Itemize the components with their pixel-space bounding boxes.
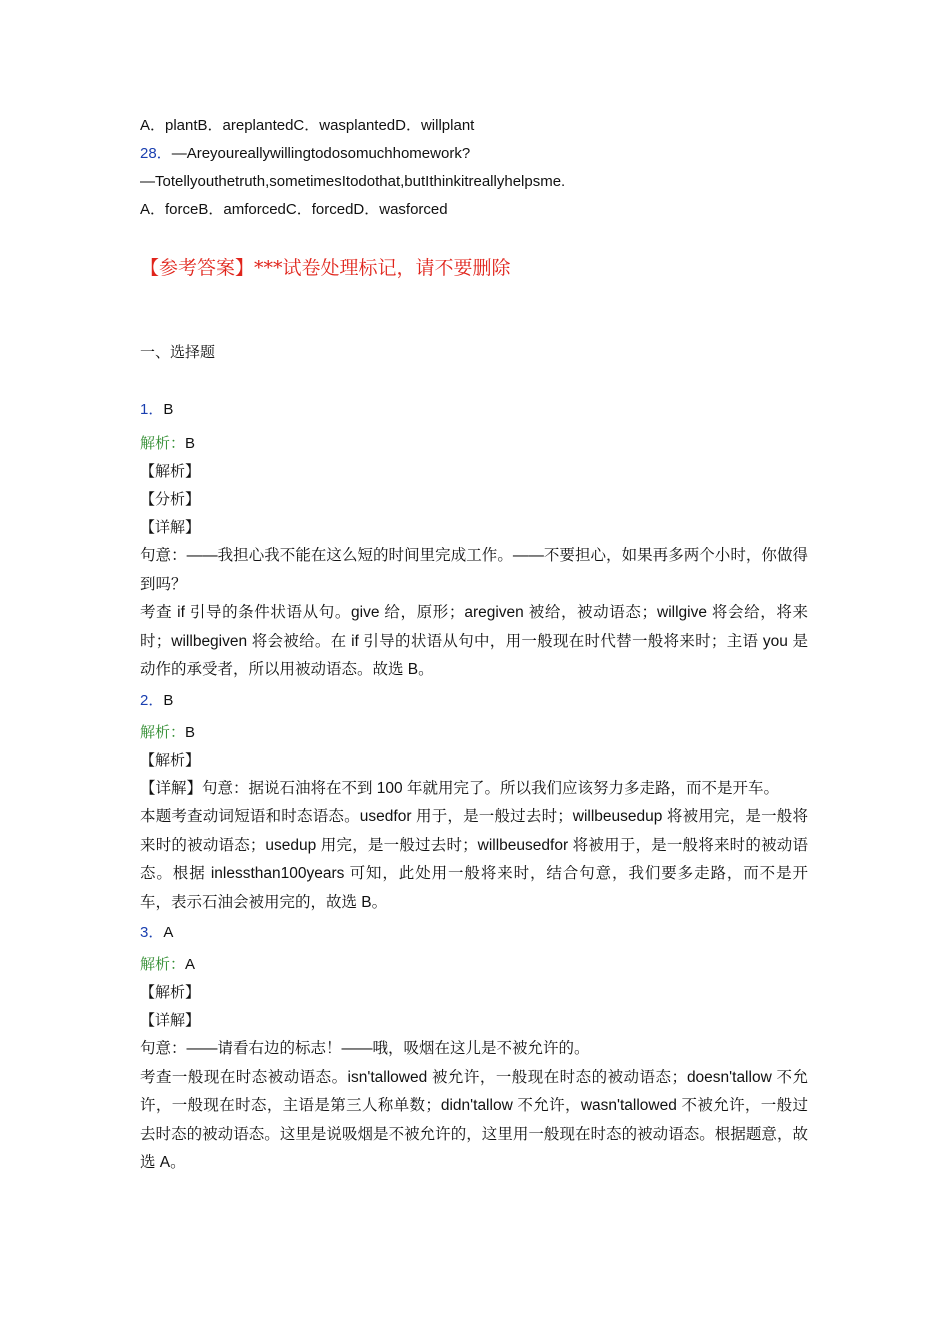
item-3-header (140, 919, 808, 947)
item-2-header (140, 687, 808, 715)
item-2-paragraph-2: 本题考查动词短语和时态语态。usedfor 用于，是一般过去时；willbeusedup 将被用完，是一般将来时的被动语态；usedup 用完，是一般过去时；willbeusedfor 将被用于，是一般将来时的被动语态。根据 inlessthan100years 可知，此处用一般将来时，结合句意，我们要多走路，而不是开车，表示石油会被用完的，故选 B。 (140, 808, 808, 911)
item-2-answer: B (163, 691, 174, 709)
q28-number: 28． (140, 145, 172, 162)
q28-answer-line: —Totellyouthetruth,sometimesItodothat,butIthinkitreallyhelpsme. (140, 173, 566, 190)
item-1-analysis-value: B (185, 435, 196, 452)
item-2-analysis-label: 解析： (140, 723, 186, 741)
item-1-analysis (140, 430, 808, 458)
q28-question-line (140, 140, 808, 168)
item-1-analysis-label: 解析： (140, 435, 186, 452)
item-1-number: 1． (140, 401, 164, 418)
item-3-paragraph-1: 句意：——请看右边的标志！——哦，吸烟在这儿是不被允许的。 (140, 1040, 590, 1057)
item-1-tag-xiangjie: 【详解】 (140, 519, 201, 536)
item-3-answer: A (163, 924, 174, 941)
item-2-number: 2． (140, 691, 164, 709)
item-3-tag-jiexi: 【解析】 (140, 984, 201, 1001)
item-3-analysis-label: 解析： (140, 956, 186, 973)
section-title: 一、选择题 (140, 343, 216, 361)
item-3-number: 3． (140, 924, 164, 941)
q28-question: —Areyoureallywillingtodosomuchhomework? (171, 145, 471, 162)
item-1-paragraph-1: 句意：——我担心我不能在这么短的时间里完成工作。——不要担心，如果再多两个小时，你做得到吗？ (140, 547, 808, 593)
item-3-analysis (140, 951, 808, 979)
item-2-paragraph-1: 【详解】句意：据说石油将在不到 100 年就用完了。所以我们应该努力多走路，而不是开车。 (140, 779, 779, 797)
item-2-tag-jiexi: 【解析】 (140, 751, 201, 769)
item-3-paragraph-2: 考查一般现在时态被动语态。isn'tallowed 被允许，一般现在时态的被动语态；doesn'tallow 不允许，一般现在时态，主语是第三人称单数；didn'tallow 不允许，wasn'tallowed 不被允许，一般过去时态的被动语态。这里是说吸烟是不被允许的，这里用一般现在时态的被动语态。根据题意，故选 A。 (140, 1068, 808, 1171)
q27-options: A．plantB．areplantedC．wasplantedD．willplant (140, 117, 475, 134)
item-1-tag-fenxi: 【分析】 (140, 491, 201, 508)
q28-options: A．forceB．amforcedC．forcedD．wasforced (140, 201, 448, 218)
item-1-paragraph-2: 考查 if 引导的条件状语从句。give 给，原形；aregiven 被给，被动语态；willgive 将会给，将来时；willbegiven 将会被给。在 if 引导的状语从句中，用一般现在时代替一般将来时；主语 you 是动作的承受者，所以用被动语态。故选 B。 (140, 604, 808, 678)
item-2-analysis (140, 719, 808, 747)
item-1-header (140, 396, 808, 424)
item-3-tag-xiangjie: 【详解】 (140, 1012, 201, 1029)
item-1-answer: B (163, 401, 174, 418)
item-3-analysis-value: A (185, 956, 196, 973)
item-1-tag-jiexi: 【解析】 (140, 463, 201, 480)
document-page (140, 112, 808, 1178)
answer-header: 【参考答案】***试卷处理标记，请不要删除 (140, 257, 511, 279)
item-2-analysis-value: B (185, 723, 196, 741)
